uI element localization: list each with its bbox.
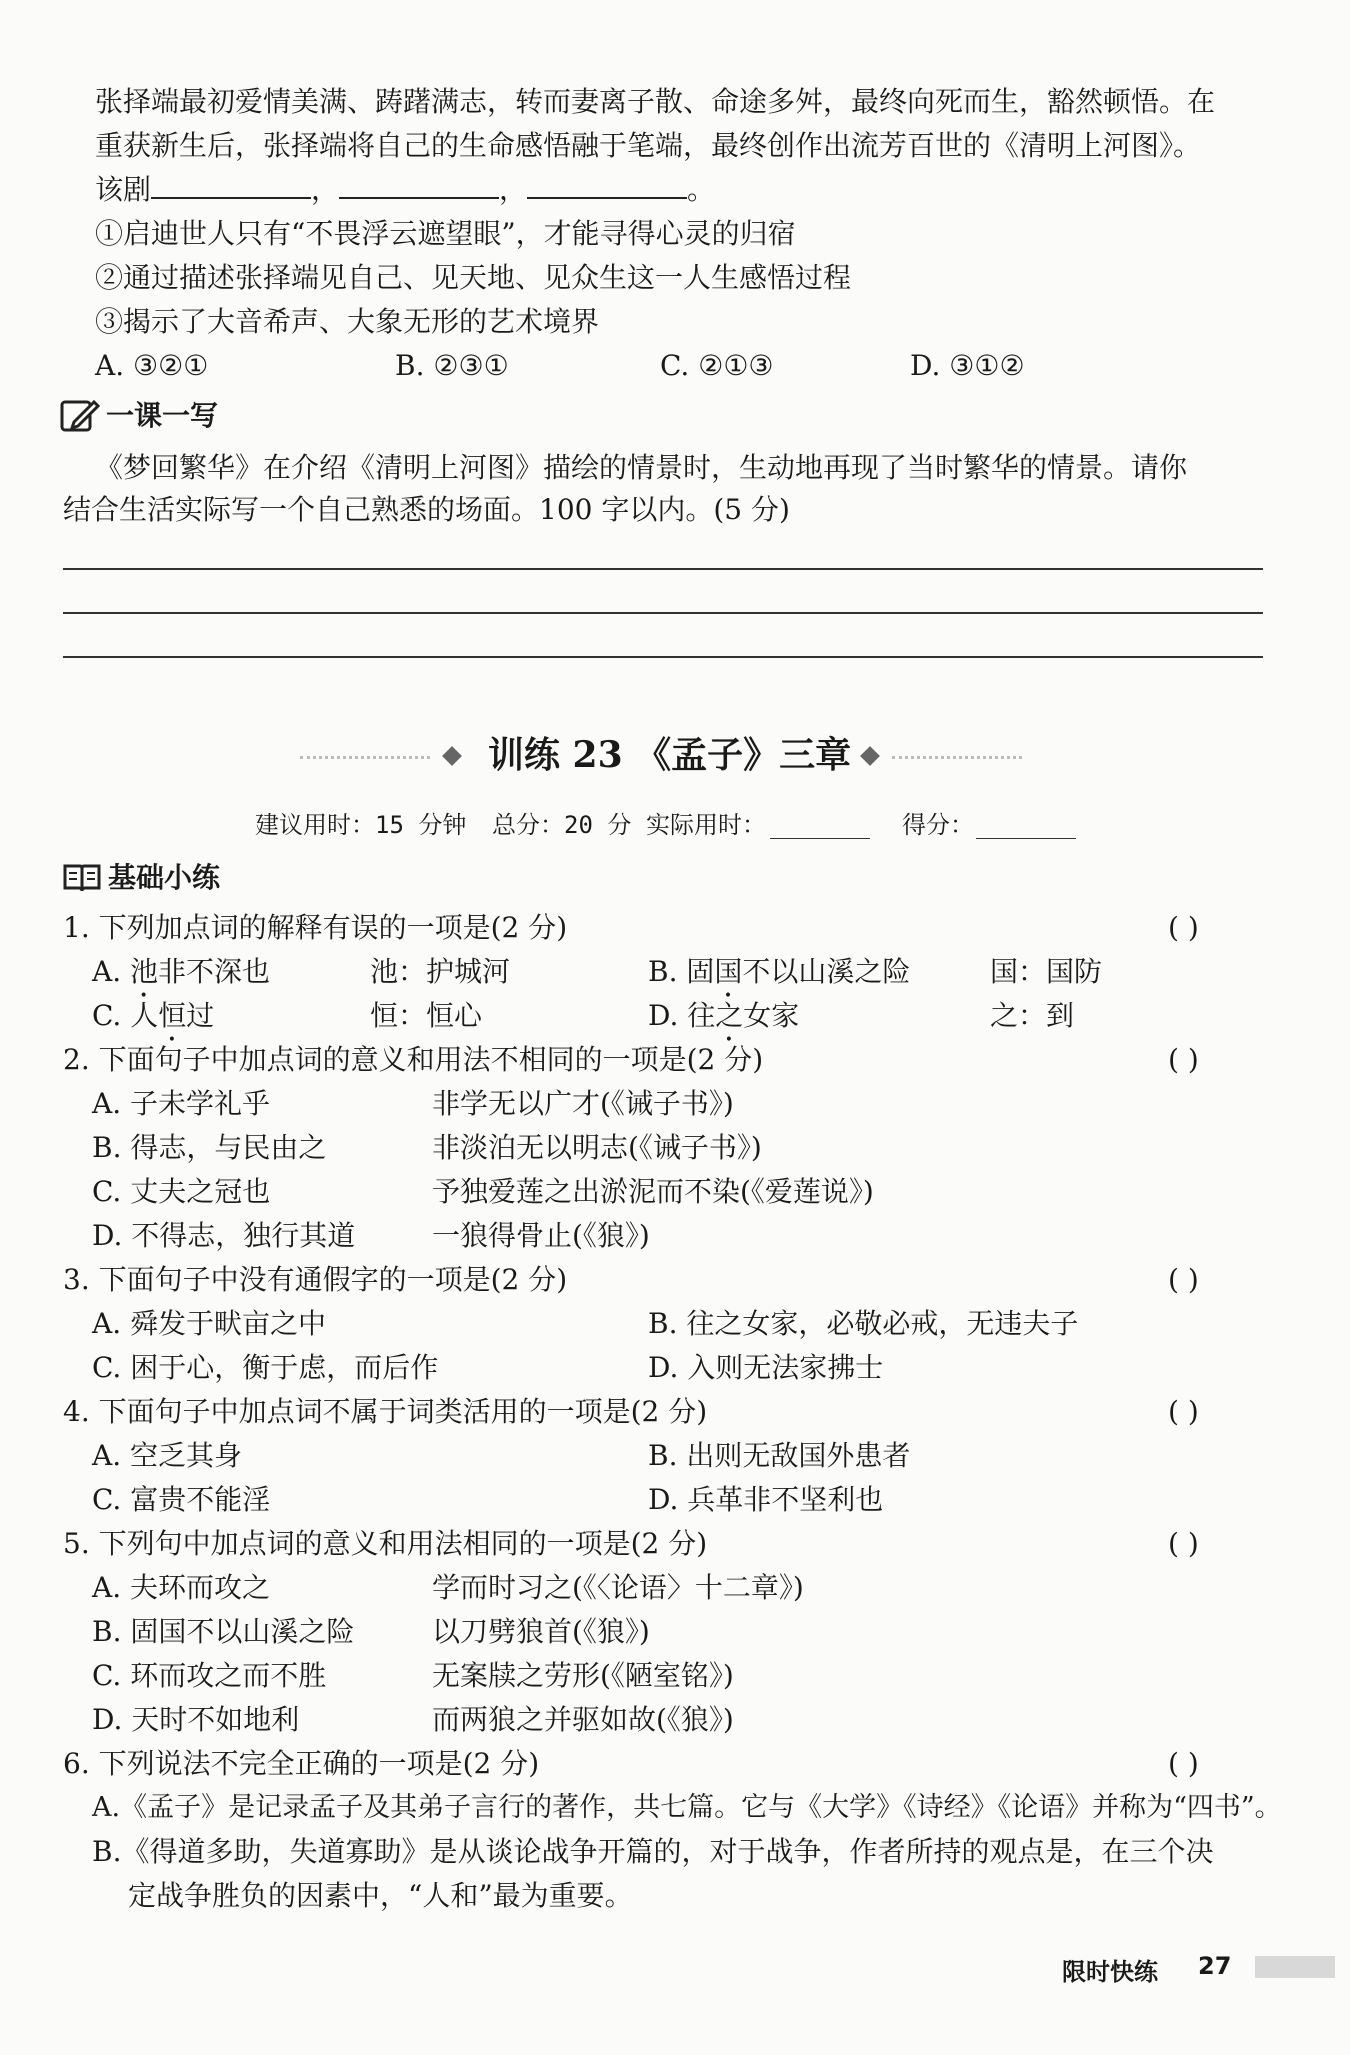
- q3-stem: 3. 下面句子中没有通假字的一项是(2 分): [63, 1263, 568, 1296]
- basic-header: 基础小练: [108, 861, 221, 894]
- q6-option-b-line1: B.《得道多助，失道寡助》是从谈论战争开篇的，对于战争，作者所持的观点是，在三个决: [92, 1835, 1214, 1868]
- q5-option-c-left: C. 环而攻之而不胜: [92, 1659, 327, 1692]
- prev-option-c: C. ②①③: [660, 349, 774, 382]
- q1-option-c-explanation: 恒：恒心: [370, 999, 483, 1032]
- q4-answer-parens[interactable]: ( ): [1168, 1395, 1199, 1428]
- sep-1: ，: [311, 173, 340, 206]
- line3-prefix: 该剧: [95, 173, 152, 206]
- q5-answer-parens[interactable]: ( ): [1168, 1527, 1199, 1560]
- pencil-note-icon: [60, 398, 100, 434]
- q5-option-b-right: 以刀劈狼首(《狼》): [432, 1615, 650, 1648]
- q5-option-b-left: B. 固国不以山溪之险: [92, 1615, 355, 1648]
- q2-option-c-right: 予独爱莲之出淤泥而不染(《爱莲说》): [432, 1175, 874, 1208]
- writing-line-1[interactable]: [63, 568, 1263, 570]
- writing-line-2[interactable]: [63, 612, 1263, 614]
- q1-option-b: B. 固国不以山溪之险: [648, 955, 911, 988]
- actual-time-field[interactable]: [770, 838, 870, 839]
- line3-end: 。: [687, 173, 716, 206]
- prev-option-b: B. ②③①: [395, 349, 509, 382]
- total-score: 总分：20 分: [492, 811, 632, 839]
- q6-answer-parens[interactable]: ( ): [1168, 1747, 1199, 1780]
- q5-option-d-left: D. 天时不如地利: [92, 1703, 300, 1736]
- title-deco-right: [892, 756, 1022, 759]
- dotted-word: 国: [714, 955, 743, 988]
- q1-option-a: A. 池非不深也: [92, 955, 271, 988]
- answer-blank-3[interactable]: [527, 171, 687, 199]
- open-book-icon: [62, 862, 102, 894]
- q5-option-c-right: 无案牍之劳形(《陋室铭》): [432, 1659, 734, 1692]
- q5-stem: 5. 下列句中加点词的意义和用法相同的一项是(2 分): [63, 1527, 708, 1560]
- footer-label: 限时快练: [1062, 1958, 1158, 1986]
- q4-option-c: C. 富贵不能淫: [92, 1483, 271, 1516]
- q1-option-a-explanation: 池：护城河: [370, 955, 511, 988]
- actual-time-label: 实际用时：: [646, 811, 766, 839]
- q2-option-b-right: 非淡泊无以明志(《诫子书》): [432, 1131, 762, 1164]
- q1-option-c: C. 人恒过: [92, 999, 215, 1032]
- training-title: 训练 23 《孟子》三章: [488, 734, 852, 776]
- page-number: 27: [1198, 1952, 1232, 1980]
- dotted-word: 池: [130, 955, 159, 988]
- q2-answer-parens[interactable]: ( ): [1168, 1043, 1199, 1076]
- suggested-time: 建议用时：15 分钟: [255, 811, 467, 839]
- q5-option-d-right: 而两狼之并驱如故(《狼》): [432, 1703, 734, 1736]
- q2-option-a-left: A. 子未学礼乎: [92, 1087, 271, 1120]
- diamond-ornament-icon: [440, 744, 464, 768]
- q4-option-d: D. 兵革非不坚利也: [648, 1483, 884, 1516]
- score-field[interactable]: [976, 838, 1076, 839]
- q6-option-a: A.《孟子》是记录孟子及其弟子言行的著作，共七篇。它与《大学》《诗经》《论语》并称为“四书”。: [92, 1792, 1282, 1823]
- prev-item-2: ②通过描述张择端见自己、见天地、见众生这一人生感悟过程: [95, 261, 852, 294]
- writing-prompt-line2: 结合生活实际写一个自己熟悉的场面。100 字以内。(5 分): [63, 493, 790, 526]
- title-deco-left: [300, 756, 430, 759]
- writing-line-3[interactable]: [63, 656, 1263, 658]
- q1-option-d: D. 往之女家: [648, 999, 800, 1032]
- answer-blank-1[interactable]: [151, 171, 311, 199]
- q1-answer-parens[interactable]: ( ): [1168, 911, 1199, 944]
- q4-option-b: B. 出则无敌国外患者: [648, 1439, 911, 1472]
- dotted-word: 恒: [158, 999, 187, 1032]
- q6-stem: 6. 下列说法不完全正确的一项是(2 分): [63, 1747, 540, 1780]
- answer-blank-2[interactable]: [339, 171, 499, 199]
- prev-question-line2: 重获新生后，张择端将自己的生命感悟融于笔端，最终创作出流芳百世的《清明上河图》。: [95, 129, 1202, 162]
- prev-option-a: A. ③②①: [95, 349, 209, 382]
- prev-question-line1: 张择端最初爱情美满、踌躇满志，转而妻离子散、命途多舛，最终向死而生，豁然顿悟。在: [95, 85, 1216, 118]
- q6-option-b-line2: 定战争胜负的因素中，“人和”最为重要。: [128, 1879, 633, 1912]
- q1-option-d-explanation: 之：到: [990, 999, 1075, 1032]
- q3-option-c: C. 困于心，衡于虑，而后作: [92, 1351, 439, 1384]
- q3-option-d: D. 入则无法家拂士: [648, 1351, 884, 1384]
- q2-option-a-right: 非学无以广才(《诫子书》): [432, 1087, 734, 1120]
- q1-stem: 1. 下列加点词的解释有误的一项是(2 分): [63, 911, 568, 944]
- q2-option-d-right: 一狼得骨止(《狼》): [432, 1219, 650, 1252]
- prev-option-d: D. ③①②: [910, 349, 1025, 382]
- q2-option-d-left: D. 不得志，独行其道: [92, 1219, 356, 1252]
- sep-2: ，: [499, 173, 528, 206]
- q4-stem: 4. 下面句子中加点词不属于词类活用的一项是(2 分): [63, 1395, 708, 1428]
- writing-prompt-line1: 《梦回繁华》在介绍《清明上河图》描绘的情景时，生动地再现了当时繁华的情景。请你: [95, 451, 1188, 484]
- q2-stem: 2. 下面句子中加点词的意义和用法不相同的一项是(2 分): [63, 1043, 764, 1076]
- writing-header: 一课一写: [106, 399, 219, 432]
- q3-answer-parens[interactable]: ( ): [1168, 1263, 1199, 1296]
- q2-option-b-left: B. 得志，与民由之: [92, 1131, 327, 1164]
- prev-item-3: ③揭示了大音希声、大象无形的艺术境界: [95, 305, 600, 338]
- q4-option-a: A. 空乏其身: [92, 1439, 243, 1472]
- q5-option-a-left: A. 夫环而攻之: [92, 1571, 271, 1604]
- q1-option-b-explanation: 国：国防: [990, 955, 1103, 988]
- q2-option-c-left: C. 丈夫之冠也: [92, 1175, 271, 1208]
- prev-item-1: ①启迪世人只有“不畏浮云遮望眼”，才能寻得心灵的归宿: [95, 217, 796, 250]
- q3-option-b: B. 往之女家，必敬必戒，无违夫子: [648, 1307, 1079, 1340]
- diamond-ornament-icon: [858, 744, 882, 768]
- q5-option-a-right: 学而时习之(《〈论语〉十二章》): [432, 1571, 804, 1604]
- footer-tab-decoration: [1255, 1956, 1335, 1978]
- dotted-word: 之: [715, 999, 744, 1032]
- score-label: 得分：: [902, 811, 974, 839]
- q3-option-a: A. 舜发于畎亩之中: [92, 1307, 327, 1340]
- prev-question-line3: [95, 170, 715, 210]
